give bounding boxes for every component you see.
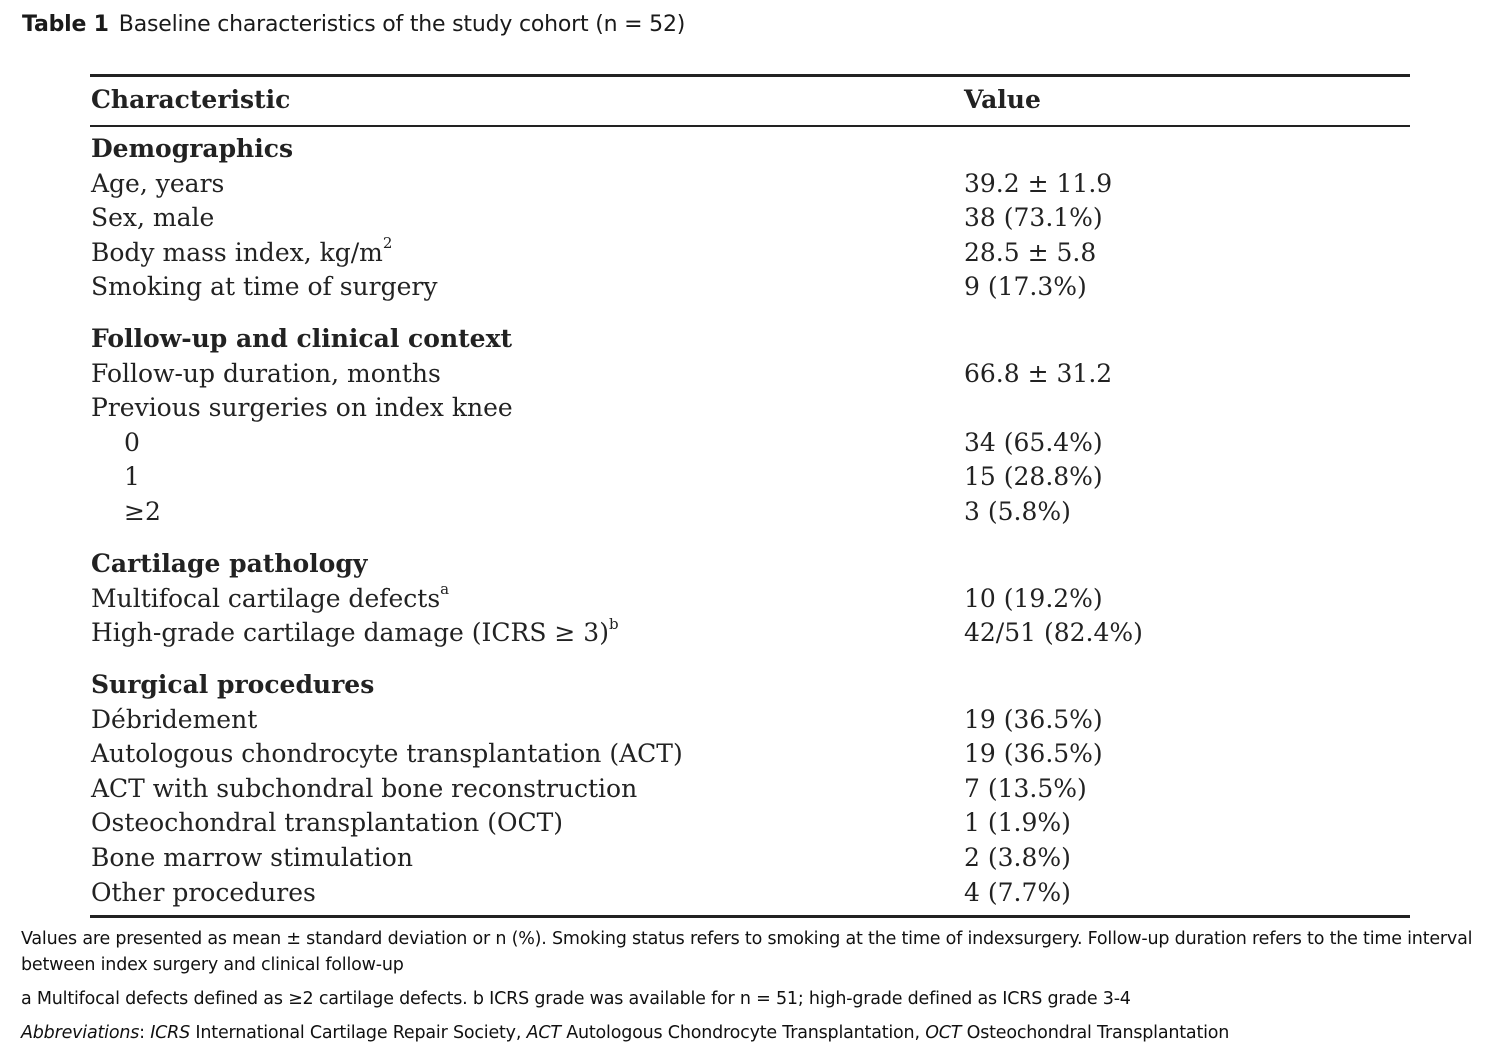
- row-label: Débridement: [91, 704, 258, 734]
- row-label: 1: [124, 462, 140, 492]
- row-value: 42/51 (82.4%): [964, 618, 1143, 648]
- row-value: 19 (36.5%): [964, 739, 1103, 769]
- row-label-superscript: 2: [382, 234, 393, 253]
- row-label: Bone marrow stimulation: [91, 843, 413, 872]
- table-header-row: [91, 83, 1409, 117]
- section-title: Follow-up and clinical context: [91, 324, 513, 353]
- row-label: ACT with subchondral bone reconstruction: [91, 773, 638, 803]
- table-row: [91, 737, 1409, 771]
- header-characteristic: Characteristic: [91, 85, 291, 114]
- table-label: Table 1: [22, 12, 109, 37]
- table-row: [91, 703, 1409, 737]
- row-value: 34 (65.4%): [964, 427, 1103, 457]
- table-row: [91, 876, 1409, 910]
- table-row: [91, 806, 1409, 840]
- section-heading: [91, 547, 1409, 581]
- row-value: 15 (28.8%): [964, 462, 1103, 492]
- section-title: Demographics: [91, 134, 294, 163]
- table-row: [91, 460, 1409, 494]
- table-row: [91, 426, 1409, 460]
- header-rule: [90, 125, 1410, 127]
- row-value: 1 (1.9%): [964, 808, 1071, 838]
- footnote-values: Values are presented as mean ± standard deviation or n (%). Smoking status refers to smoking at the time of indexsurgery. Follow-up duration refers to the time interval between index surgery and clinical follow-up: [21, 929, 1473, 975]
- row-value: 66.8 ± 31.2: [964, 358, 1113, 388]
- table-row: [91, 391, 1409, 425]
- section-heading: [91, 668, 1409, 702]
- section-heading: [91, 322, 1409, 356]
- row-value: 4 (7.7%): [964, 877, 1071, 907]
- row-value: 2 (3.8%): [964, 843, 1071, 872]
- table-title: Baseline characteristics of the study cohort (n = 52): [118, 12, 686, 37]
- footnote-abbreviations: Abbreviations: ICRS International Cartilage Repair Society, ACT Autologous Chondrocyte Transplantation, OCT Osteochondral Transplantation: [21, 1023, 1230, 1043]
- row-label: Sex, male: [91, 203, 215, 233]
- section-title: Cartilage pathology: [91, 549, 368, 578]
- bottom-rule: [90, 915, 1410, 918]
- table-row: [91, 616, 1409, 650]
- abbreviation: OCT: [925, 1023, 962, 1043]
- row-value: 9 (17.3%): [964, 272, 1087, 302]
- table-row: [91, 201, 1409, 235]
- row-label: Multifocal cartilage defects$^a$: [91, 580, 450, 613]
- section-title: Surgical procedures: [91, 670, 375, 699]
- abbreviation: ACT: [526, 1023, 561, 1043]
- row-value: 38 (73.1%): [964, 203, 1103, 233]
- header-value: Value: [964, 85, 1041, 114]
- abbreviation: ICRS: [150, 1023, 191, 1043]
- footnote-ab: a Multifocal defects defined as ≥2 cartilage defects. b ICRS grade was available for n = 51; high-grade defined as ICRS grade 3-4: [21, 989, 1131, 1009]
- row-label: Smoking at time of surgery: [91, 272, 438, 302]
- row-label: High-grade cartilage damage (ICRS ≥ 3)$^b$: [91, 614, 619, 648]
- row-label: Other procedures: [91, 877, 316, 907]
- abbreviations-lead: Abbreviations: [21, 1023, 140, 1043]
- row-value: 28.5 ± 5.8: [964, 237, 1097, 267]
- section-heading: [91, 132, 1409, 166]
- row-label: Age, years: [91, 168, 225, 198]
- row-label: Previous surgeries on index knee: [91, 393, 513, 423]
- row-value: 10 (19.2%): [964, 583, 1103, 613]
- table-caption: [22, 8, 685, 42]
- table-row: [91, 270, 1409, 304]
- row-label: Follow-up duration, months: [91, 358, 441, 388]
- row-label-superscript: b: [608, 614, 619, 633]
- row-label: 0: [124, 427, 140, 457]
- table-row: [91, 236, 1409, 270]
- row-label: ≥2: [124, 497, 161, 526]
- table-row: [91, 772, 1409, 806]
- row-value: 7 (13.5%): [964, 773, 1087, 803]
- row-value: 39.2 ± 11.9: [964, 168, 1113, 198]
- table-row: [91, 167, 1409, 201]
- top-rule: [90, 74, 1410, 77]
- table-row: [91, 841, 1409, 875]
- row-label: Osteochondral transplantation (OCT): [91, 808, 564, 838]
- table-row: [91, 357, 1409, 391]
- row-label: Autologous chondrocyte transplantation (ACT): [91, 739, 683, 769]
- row-value: 3 (5.8%): [964, 497, 1071, 526]
- row-label-superscript: a: [440, 580, 450, 599]
- table-row: [91, 582, 1409, 616]
- row-label: Body mass index, $kg/m^2$: [91, 234, 393, 267]
- row-value: 19 (36.5%): [964, 704, 1103, 734]
- table-row: [91, 495, 1409, 529]
